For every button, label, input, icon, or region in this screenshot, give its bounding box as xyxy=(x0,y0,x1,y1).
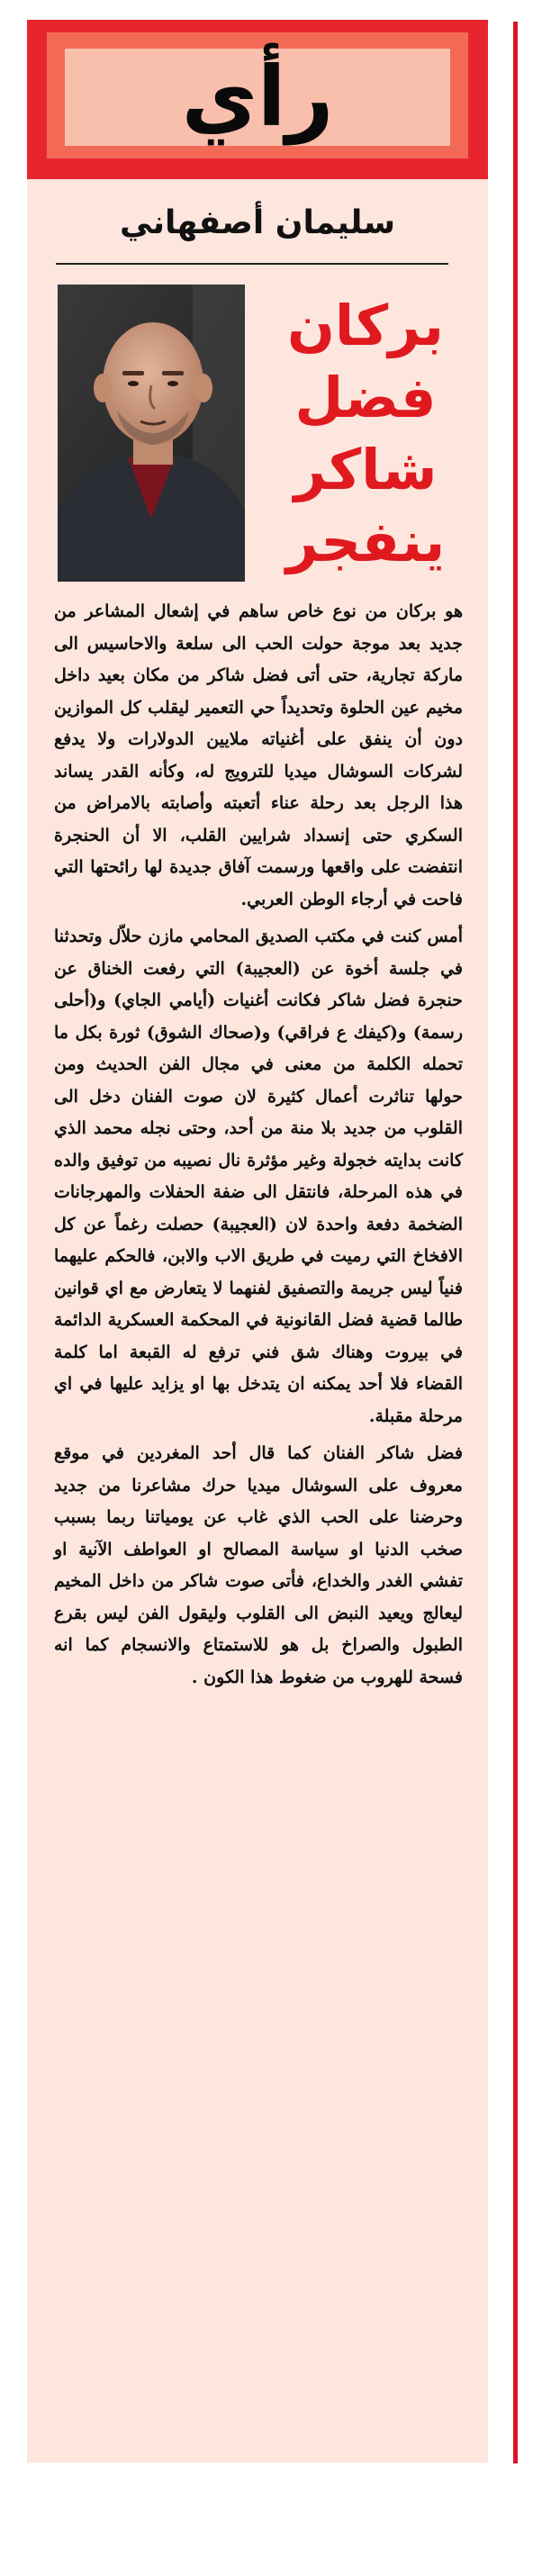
author-photo xyxy=(58,285,245,582)
banner-inner-frame xyxy=(65,49,450,146)
body-paragraph: فضل شاكر الفنان كما قال أحد المغردين في موقع معروف على السوشال ميديا حرك مشاعرنا من جديد وحرضنا على الحب الذي غاب عن يومياتنا ربما بسبب صخب الدنيا او سياسة المصالح او العواطف الآنية او تفشي الغدر والخداع، فأتى صوت شاكر من داخل المخيم ليعالج ويعيد النبض الى القلوب وليقول الفن ليس بقرع الطبول والصراخ بل هو للاستمتاع والانسجام كما انه فسحة للهروب من ضغوط هذا الكون . xyxy=(54,1443,463,1687)
section-banner xyxy=(27,20,488,179)
author-divider xyxy=(56,263,448,265)
section-title: رأي xyxy=(181,49,334,145)
headline-line: بركان xyxy=(286,293,445,358)
article-body xyxy=(54,596,463,1699)
headline-line: ينفجر xyxy=(285,509,446,574)
body-paragraph: هو بركان من نوع خاص ساهم في إشعال المشاعر من جديد بعد موجة حولت الحب الى سلعة والاحاسيس الى ماركة تجارية، حتى أتى فضل شاكر من مكان بعيد داخل مخيم عين الحلوة وتحديداً حي التعمير ليقلب كل الموازين دون أن ينفق على أغنياته ملايين الدولارات ولا يدفع لشركات السوشال ميديا للترويج له، وكأنه القدر يساند هذا الرجل بعد رحلة عناء أتعبته وأصابته بالامراض من السكري حتى إنسداد شرايين القلب، الا أن الحنجرة انتفضت على واقعها ورسمت آفاق جديدة لها رائحتها التي فاحت في أرجاء الوطن العربي. xyxy=(54,601,463,909)
article-headline xyxy=(270,290,461,578)
opinion-column xyxy=(27,20,488,2463)
body-paragraph: أمس كنت في مكتب الصديق المحامي مازن حلاّل وتحدثنا في جلسة أخوة عن (العجيبة) التي رفعت الخناق عن حنجرة فضل شاكر فكانت أغنيات (أيامي الجاي) و(أحلى رسمة) و(كيفك ع فراقي) و(صحاك الشوق) ثورة بكل ما تحمله الكلمة من معنى في مجال الفن الحديث ومن حولها تناثرت أعمال كثيرة لان صوت الفنان دخل الى القلوب من جديد بلا منة من أحد، وحتى نجله محمد الذي كانت بدايته خجولة وغير مؤثرة نال نصيبه من توفيق والده في هذه المرحلة، فانتقل الى ضفة الحفلات والمهرجانات الضخمة دفعة واحدة لان (العجيبة) حصلت رغماً عن كل الافخاخ التي رميت في طريق الاب والابن، فالحكم عليهما فنياً ليس جريمة والتصفيق لفنهما لا يتعارض مع اي قوانين طالما قضية فضل القانونية في المحكمة العسكرية الدائمة في بيروت وهناك شق فني ترفع له القبعة اما كلمة القضاء فلا أحد يمكنه ان يتدخل بها او يزايد عليها في اي مرحلة مقبلة. xyxy=(54,926,463,1426)
portrait-illustration xyxy=(58,285,245,582)
headline-line: شاكر xyxy=(294,437,438,502)
headline-line: فضل xyxy=(294,365,437,430)
side-rule xyxy=(513,22,518,2463)
author-name: سليمان أصفهاني xyxy=(120,204,395,241)
